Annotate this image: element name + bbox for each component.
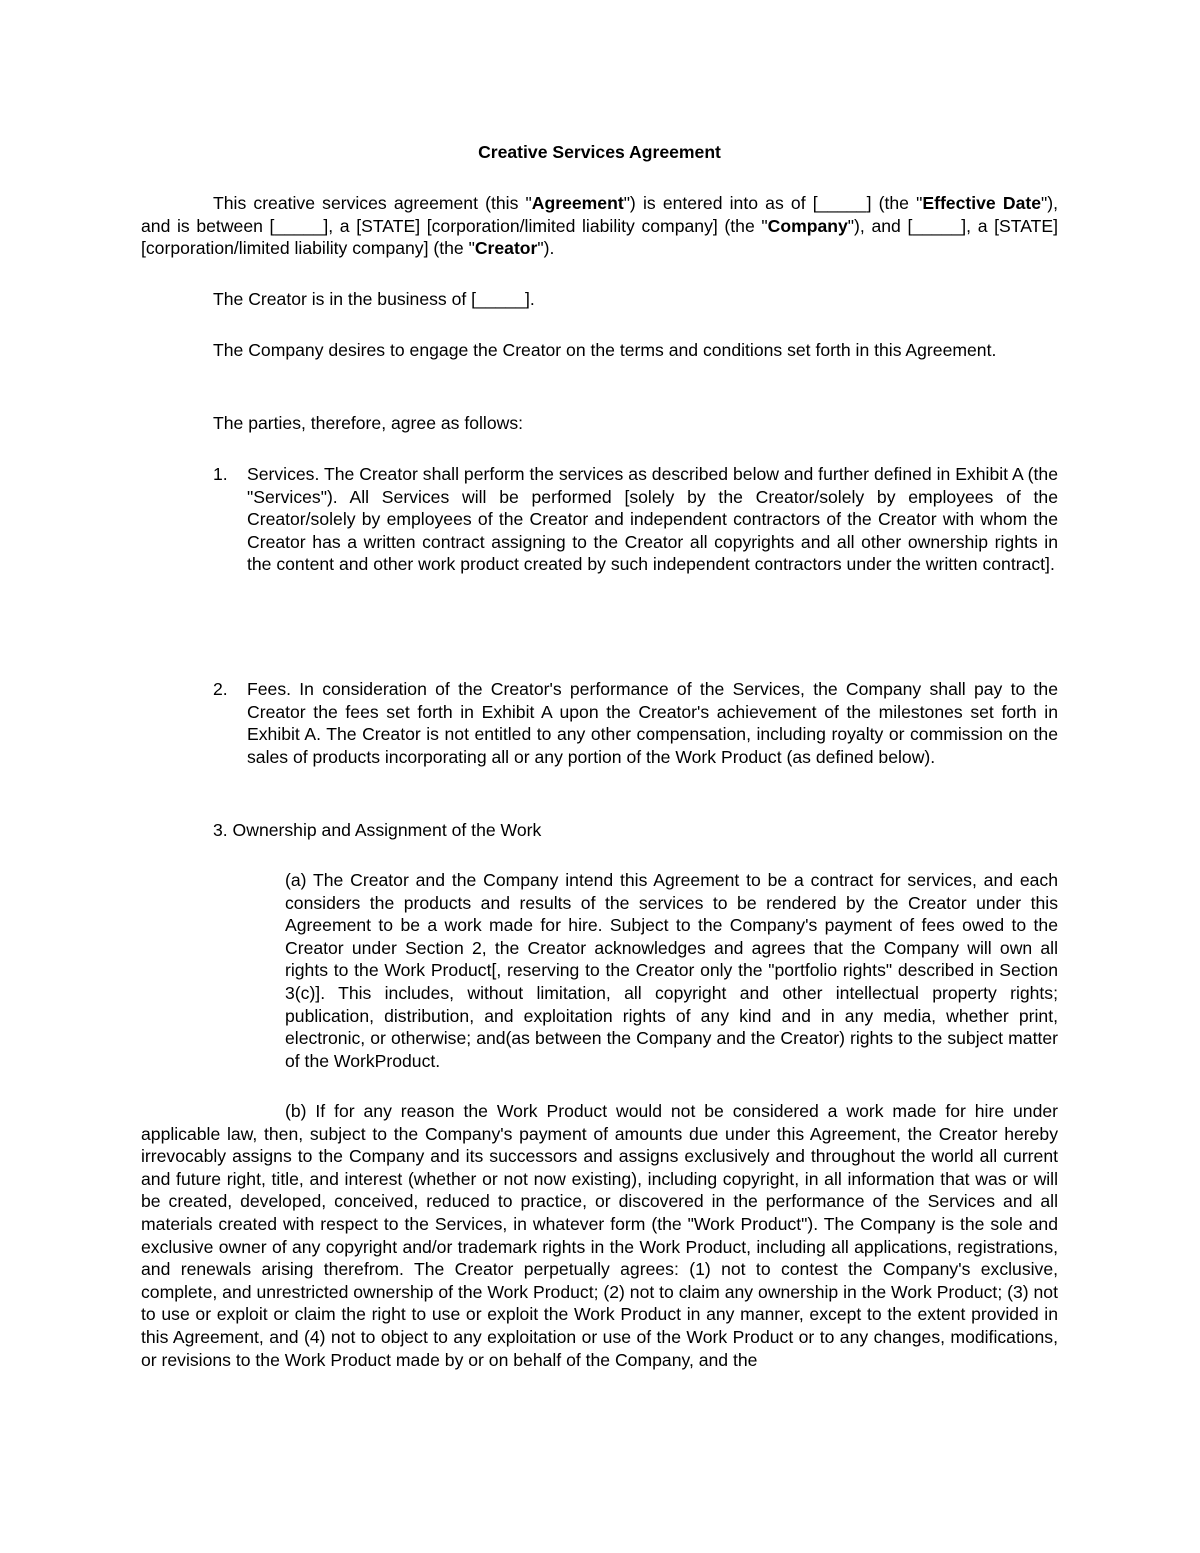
creator-term: Creator <box>474 238 538 259</box>
document-title: Creative Services Agreement <box>478 142 721 162</box>
intro-text-2: ") is entered into as of [_____] (the " <box>623 193 923 213</box>
intro-paragraph <box>141 192 1058 260</box>
intro-text-5: "). <box>537 238 555 259</box>
section-number: 2. <box>213 679 228 699</box>
section-text: Fees. In consideration of the Creator's performance of the Services, the Company shall pay to the Creator the fees set forth in Exhibit A upon the Creator's achievement of the milestones set forth in Exhibit A. The Creator is not entitled to any other compensation, including royalty or commission on the sales of products incorporating all or any portion of the Work Product (as defined below). <box>247 679 1058 767</box>
section-number: 1. <box>213 464 228 484</box>
section-1 <box>213 463 1058 576</box>
section-2 <box>213 678 1058 768</box>
intro-text-1: This creative services agreement (this " <box>213 193 532 213</box>
company-term: Company <box>767 215 848 236</box>
recital-engage: The Company desires to engage the Creator on the terms and conditions set forth in this Agreement. <box>213 340 997 360</box>
effective-date-term: Effective Date <box>922 193 1041 213</box>
section-text: Services. The Creator shall perform the services as described below and further defined in Exhibit A (the "Services"). All Services will be performed [solely by the Creator/solely by employees of the Creator/solely by employees of the Creator and independent contractors of the Creator with whom the Creator has a written contract assigning to the Creator all copyrights and all other ownership rights in the content and other work product created by such independent contractors under the written contract]. <box>247 464 1058 575</box>
intro-text-4: "), and [_____], a [STATE] [corporation/limited liability company] (the " <box>141 215 1058 259</box>
agreement-term: Agreement <box>531 193 624 213</box>
section-3-heading: 3. Ownership and Assignment of the Work <box>213 820 542 840</box>
intro-text-3: "), and is between [_____], a [STATE] [corporation/limited liability company] (the " <box>141 193 1058 236</box>
section-3a-paragraph: (a) The Creator and the Company intend this Agreement to be a contract for services, and each considers the products and results of the services to be rendered by the Creator under this Agreement to be a work made for hire. Subject to the Company's payment of fees owed to the Creator under Section 2, the Creator acknowledges and agrees that the Company will own all rights to the Work Product[, reserving to the Creator only the "portfolio rights" described in Section 3(c)]. This includes, without limitation, all copyright and other intellectual property rights; publication, distribution, and exploitation rights of any kind and in any media, whether print, electronic, or otherwise; and(as between the Company and the Creator) rights to the subject matter of the WorkProduct. <box>285 870 1058 1071</box>
recital-agree: The parties, therefore, agree as follows: <box>213 413 524 433</box>
recital-business: The Creator is in the business of [_____]. <box>213 289 535 309</box>
section-3b-paragraph: (b) If for any reason the Work Product would not be considered a work made for hire under applicable law, then, subject to the Company's payment of amounts due under this Agreement, the Creator hereby irrevocably assigns to the Company and its successors and assigns exclusively and throughout the world all current and future right, title, and interest (whether or not now existing), including copyright, in all information that was or will be created, developed, conceived, reduced to practice, or discovered in the performance of the Services and all materials created with respect to the Services, in whatever form (the "Work Product"). The Company is the sole and exclusive owner of any copyright and/or trademark rights in the Work Product, including all applications, registrations, and renewals arising therefrom. The Creator perpetually agrees: (1) not to contest the Company's exclusive, complete, and unrestricted ownership of the Work Product; (2) not to claim any ownership in the Work Product; (3) not to use or exploit or claim the right to use or exploit the Work Product in any manner, except to the extent provided in this Agreement, and (4) not to object to any exploitation or use of the Work Product or to any changes, modifications, or revisions to the Work Product made by or on behalf of the Company, and the <box>141 1101 1058 1370</box>
